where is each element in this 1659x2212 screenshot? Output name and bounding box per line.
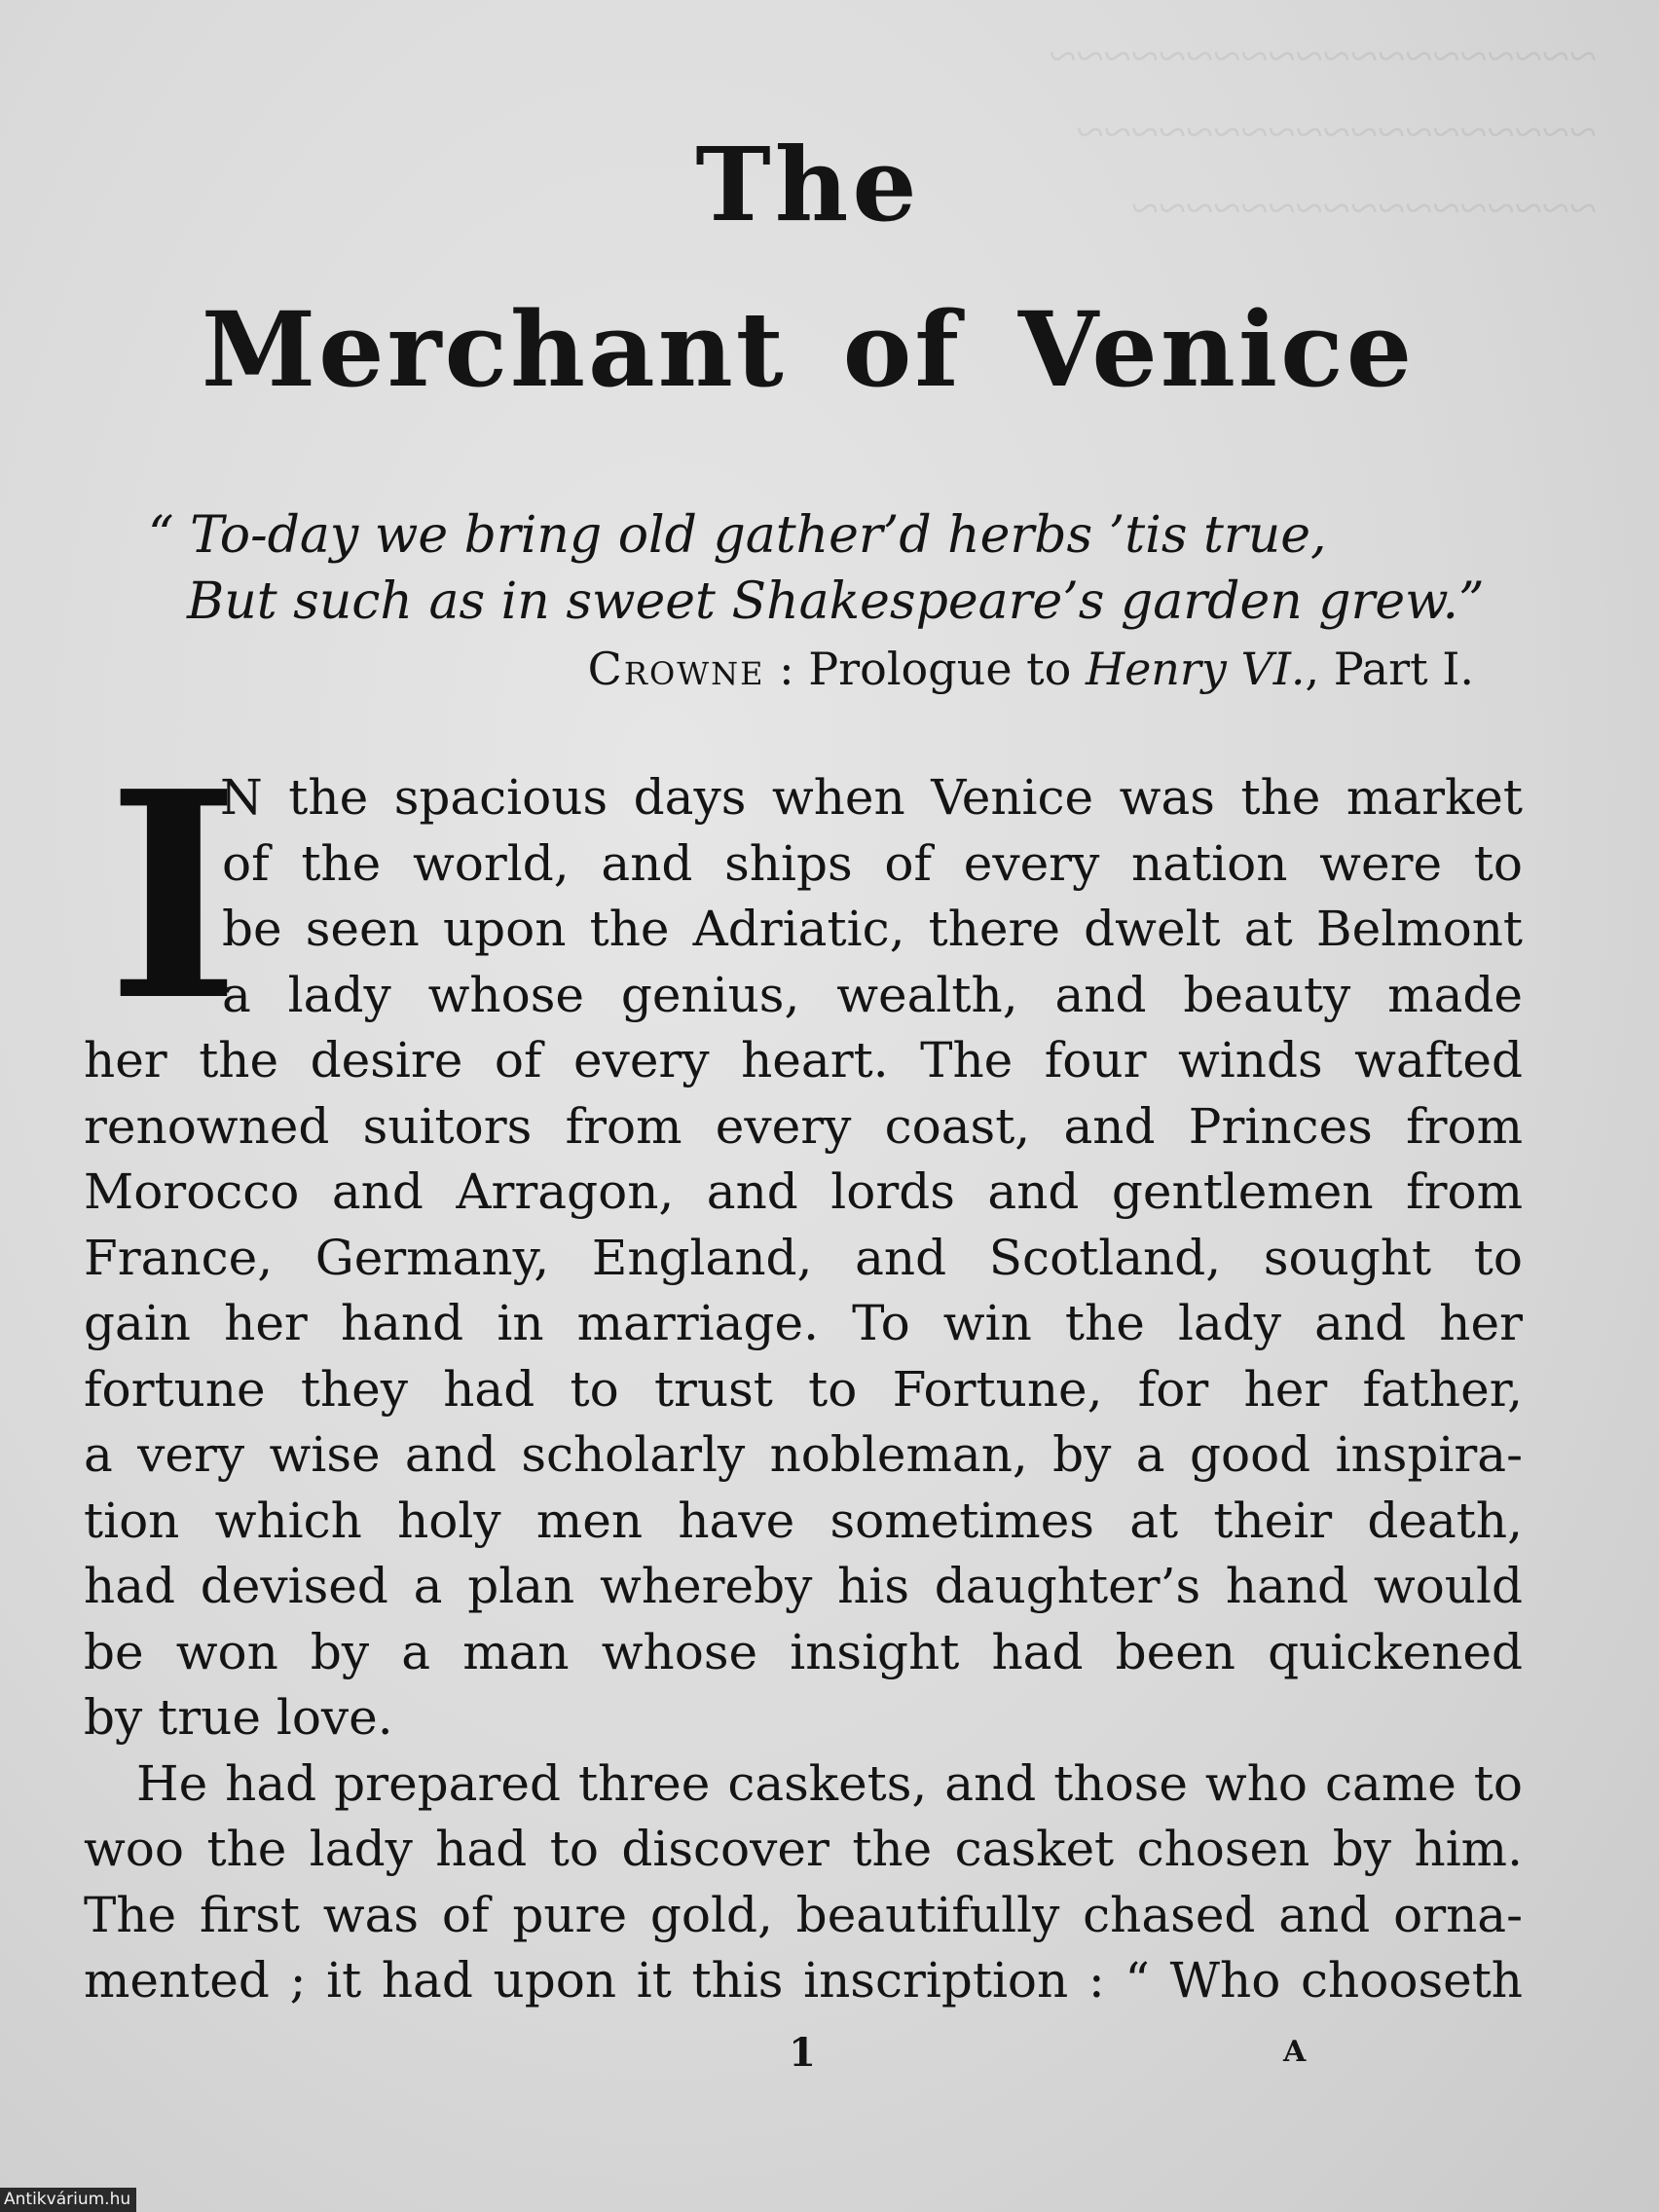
- page-title: Merchant of Venice: [201, 288, 1416, 410]
- text-line: a lady whose genius, wealth, and beauty made: [222, 966, 1523, 1023]
- page-number: 1: [789, 2030, 816, 2076]
- epigraph-author: Crowne: [587, 643, 765, 695]
- signature-mark: A: [1283, 2035, 1307, 2069]
- text-line: be seen upon the Adriatic, there dwelt at Belmont: [222, 901, 1523, 957]
- epigraph-line-1: “ To-day we bring old gather’d herbs ’tis true,: [148, 506, 1327, 565]
- text-line: fortune they had to trust to Fortune, for her father,: [84, 1360, 1523, 1418]
- text-line: by true love.: [84, 1689, 393, 1746]
- text-line: gain her hand in marriage. To win the lady and her: [84, 1295, 1523, 1351]
- text-line: her the desire of every heart. The four winds wafted: [84, 1032, 1523, 1088]
- text-line: France, Germany, England, and Scotland, sought to: [84, 1229, 1523, 1286]
- source-prefix: Prologue to: [808, 643, 1086, 695]
- title-the: The: [695, 125, 921, 244]
- text-line: mented ; it had upon it this inscription : “ Who chooseth: [84, 1952, 1523, 2009]
- text-line: tion which holy men have sometimes at their death,: [84, 1492, 1523, 1549]
- attribution-separator: :: [764, 643, 809, 695]
- show-through-text: ~~~~~~~~~~~~~~~~~~~~ ~~~~~~~~~~~~~~~~~~~ ~~~~~~~~~~~~~~~~~: [1049, 29, 1597, 237]
- source-suffix: , Part I.: [1305, 643, 1474, 695]
- text-line: be won by a man whose insight had been quickened: [84, 1623, 1523, 1680]
- text-line: He had prepared three caskets, and those who came to: [136, 1754, 1523, 1812]
- text-line: Morocco and Arragon, and lords and gentlemen from: [84, 1163, 1523, 1220]
- text-line: a very wise and scholarly nobleman, by a good inspira-: [84, 1426, 1523, 1483]
- text-line: renowned suitors from every coast, and Princes from: [84, 1097, 1523, 1155]
- text-line: had devised a plan whereby his daughter’s hand would: [84, 1558, 1523, 1614]
- text-line: The first was of pure gold, beautifully chased and orna-: [84, 1886, 1523, 1943]
- drop-cap: I: [107, 729, 240, 1063]
- text-line: woo the lady had to discover the casket chosen by him.: [84, 1821, 1523, 1877]
- text-line: of the world, and ships of every nation were to: [222, 834, 1523, 892]
- text-line: N the spacious days when Venice was the market: [220, 769, 1523, 826]
- body-text: [84, 765, 1523, 2014]
- epigraph-attribution: [588, 643, 1474, 695]
- epigraph-line-2: But such as in sweet Shakespeare’s garden grew.”: [187, 572, 1485, 631]
- watermark: Antikvárium.hu: [0, 2188, 136, 2212]
- source-title: Henry VI.: [1085, 643, 1306, 695]
